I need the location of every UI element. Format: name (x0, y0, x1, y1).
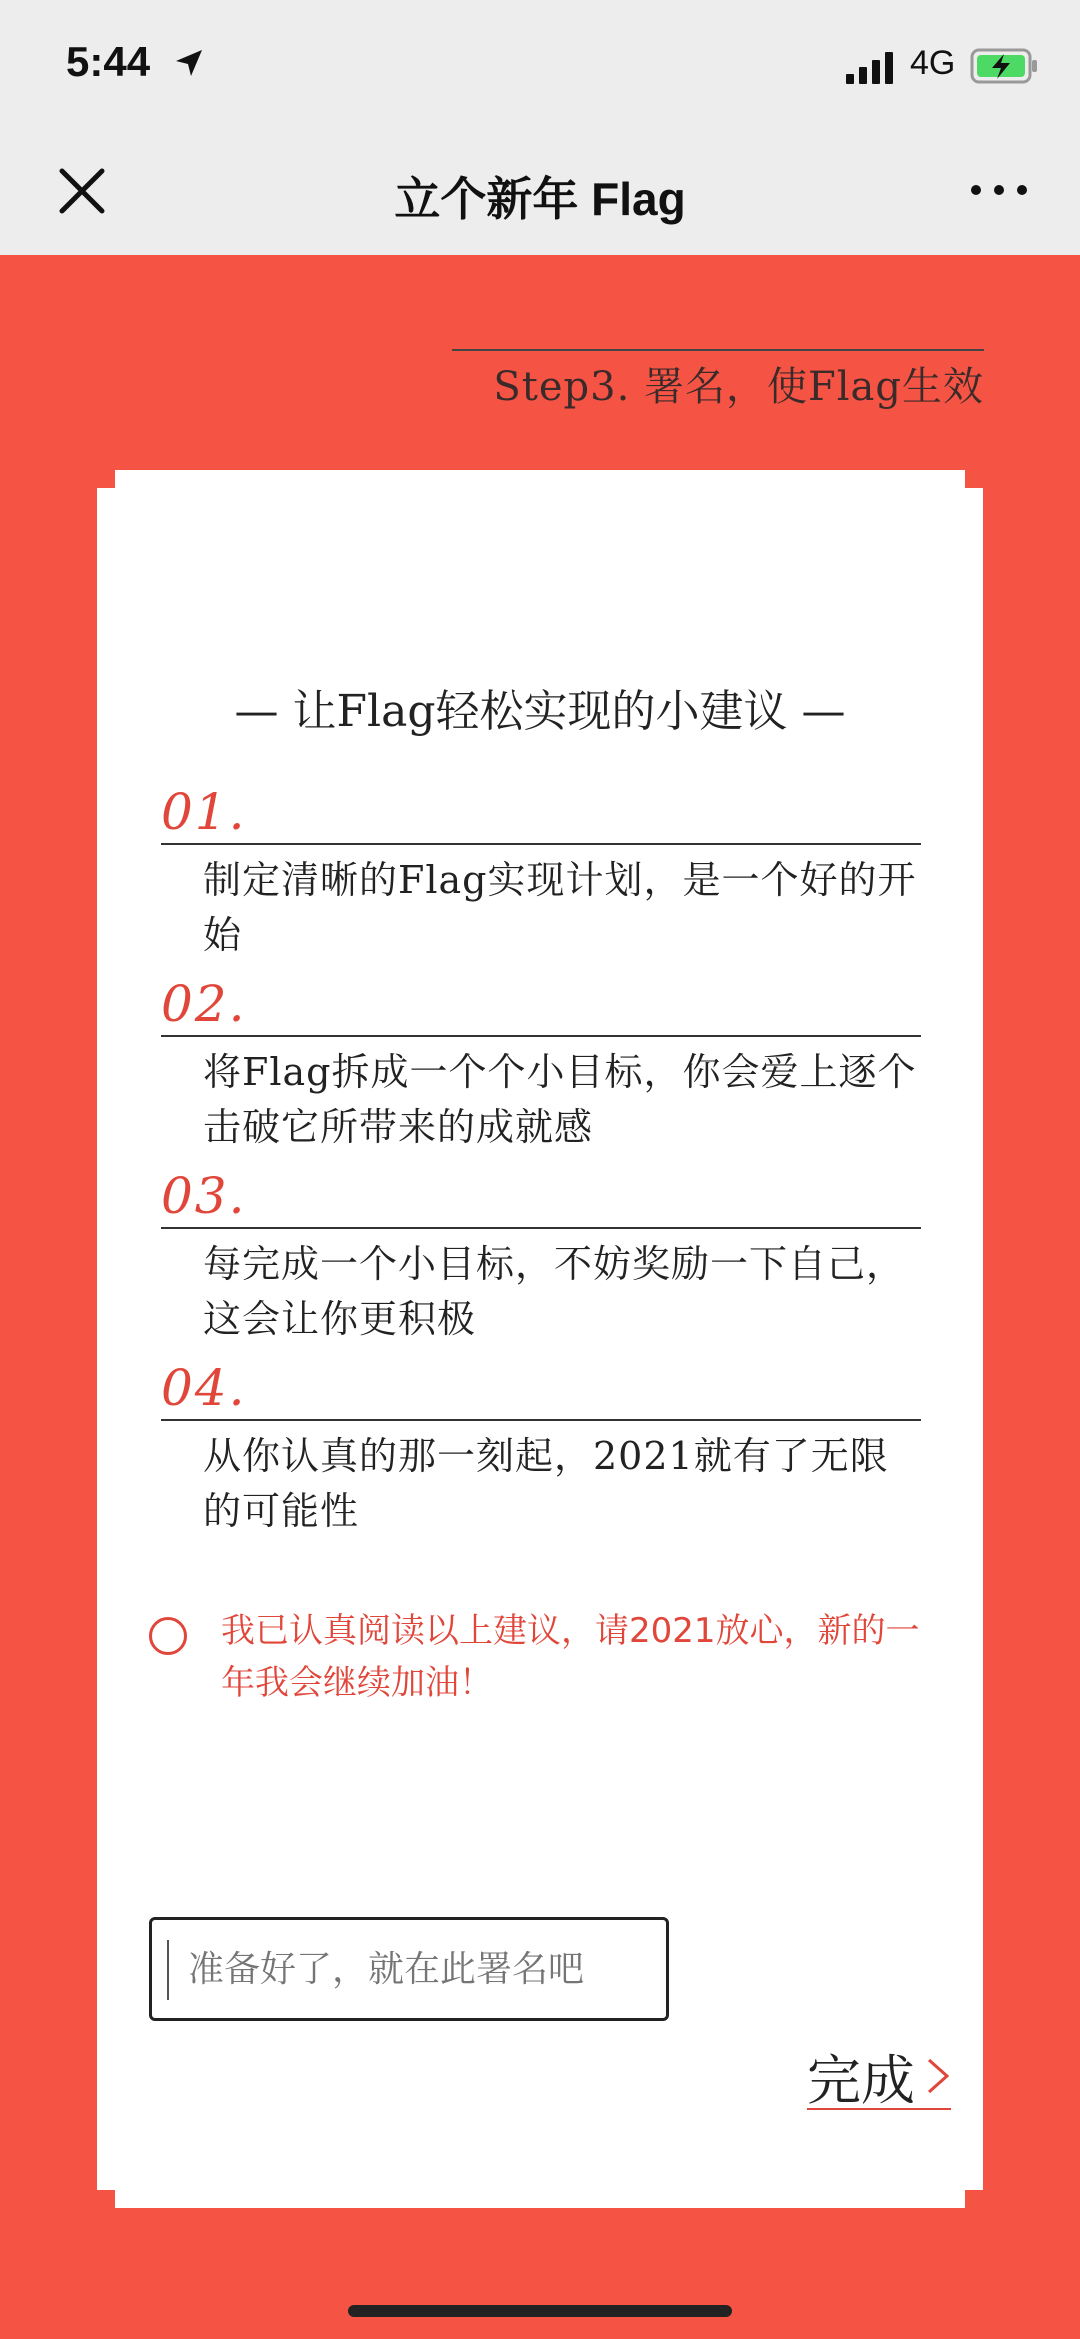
done-button[interactable] (807, 2038, 947, 2112)
tip-number: 02. (161, 975, 247, 1033)
card-corner (965, 470, 983, 488)
status-bar (0, 0, 1080, 135)
tip-number: 01. (161, 783, 247, 841)
chevron-right-icon (925, 2056, 951, 2096)
tip-divider (161, 1035, 921, 1037)
signal-icon (846, 52, 896, 84)
battery-charging-icon (970, 46, 1040, 86)
agree-text: 我已认真阅读以上建议，请2021放心，新的一年我会继续加油！ (221, 1611, 920, 1703)
tip-text: 每完成一个小目标，不妨奖励一下自己，这会让你更积极 (203, 1242, 906, 1341)
tip-divider (161, 843, 921, 845)
home-indicator (348, 2305, 732, 2317)
nav-bar (0, 135, 1080, 255)
network-type: 4G (910, 44, 956, 82)
tip-divider (161, 1227, 921, 1229)
tips-card (97, 470, 983, 2208)
tips-heading: — 让Flag轻松实现的小建议 — (234, 686, 846, 737)
tip-text: 从你认真的那一刻起，2021就有了无限的可能性 (203, 1434, 889, 1533)
card-corner (97, 2190, 115, 2208)
tip-divider (161, 1419, 921, 1421)
status-time: 5:44 (66, 38, 151, 85)
location-arrow-icon (174, 48, 204, 78)
tip-text: 制定清晰的Flag实现计划，是一个好的开始 (203, 858, 917, 957)
done-label: 完成 (807, 2049, 915, 2112)
step-title: Step3. 署名，使Flag生效 (493, 364, 984, 410)
more-icon[interactable] (964, 165, 1034, 215)
signature-input[interactable] (149, 1917, 669, 2021)
tip-number: 03. (161, 1167, 247, 1225)
done-underline (807, 2108, 951, 2110)
input-caret (167, 1940, 169, 2000)
main-content (0, 255, 1080, 2339)
agree-radio[interactable] (149, 1617, 187, 1655)
step-divider (452, 349, 984, 351)
page-title: 立个新年 Flag (394, 173, 686, 225)
card-corner (97, 470, 115, 488)
tip-text: 将Flag拆成一个个小目标，你会爱上逐个击破它所带来的成就感 (203, 1050, 917, 1149)
tip-number: 04. (161, 1359, 247, 1417)
card-corner (965, 2190, 983, 2208)
